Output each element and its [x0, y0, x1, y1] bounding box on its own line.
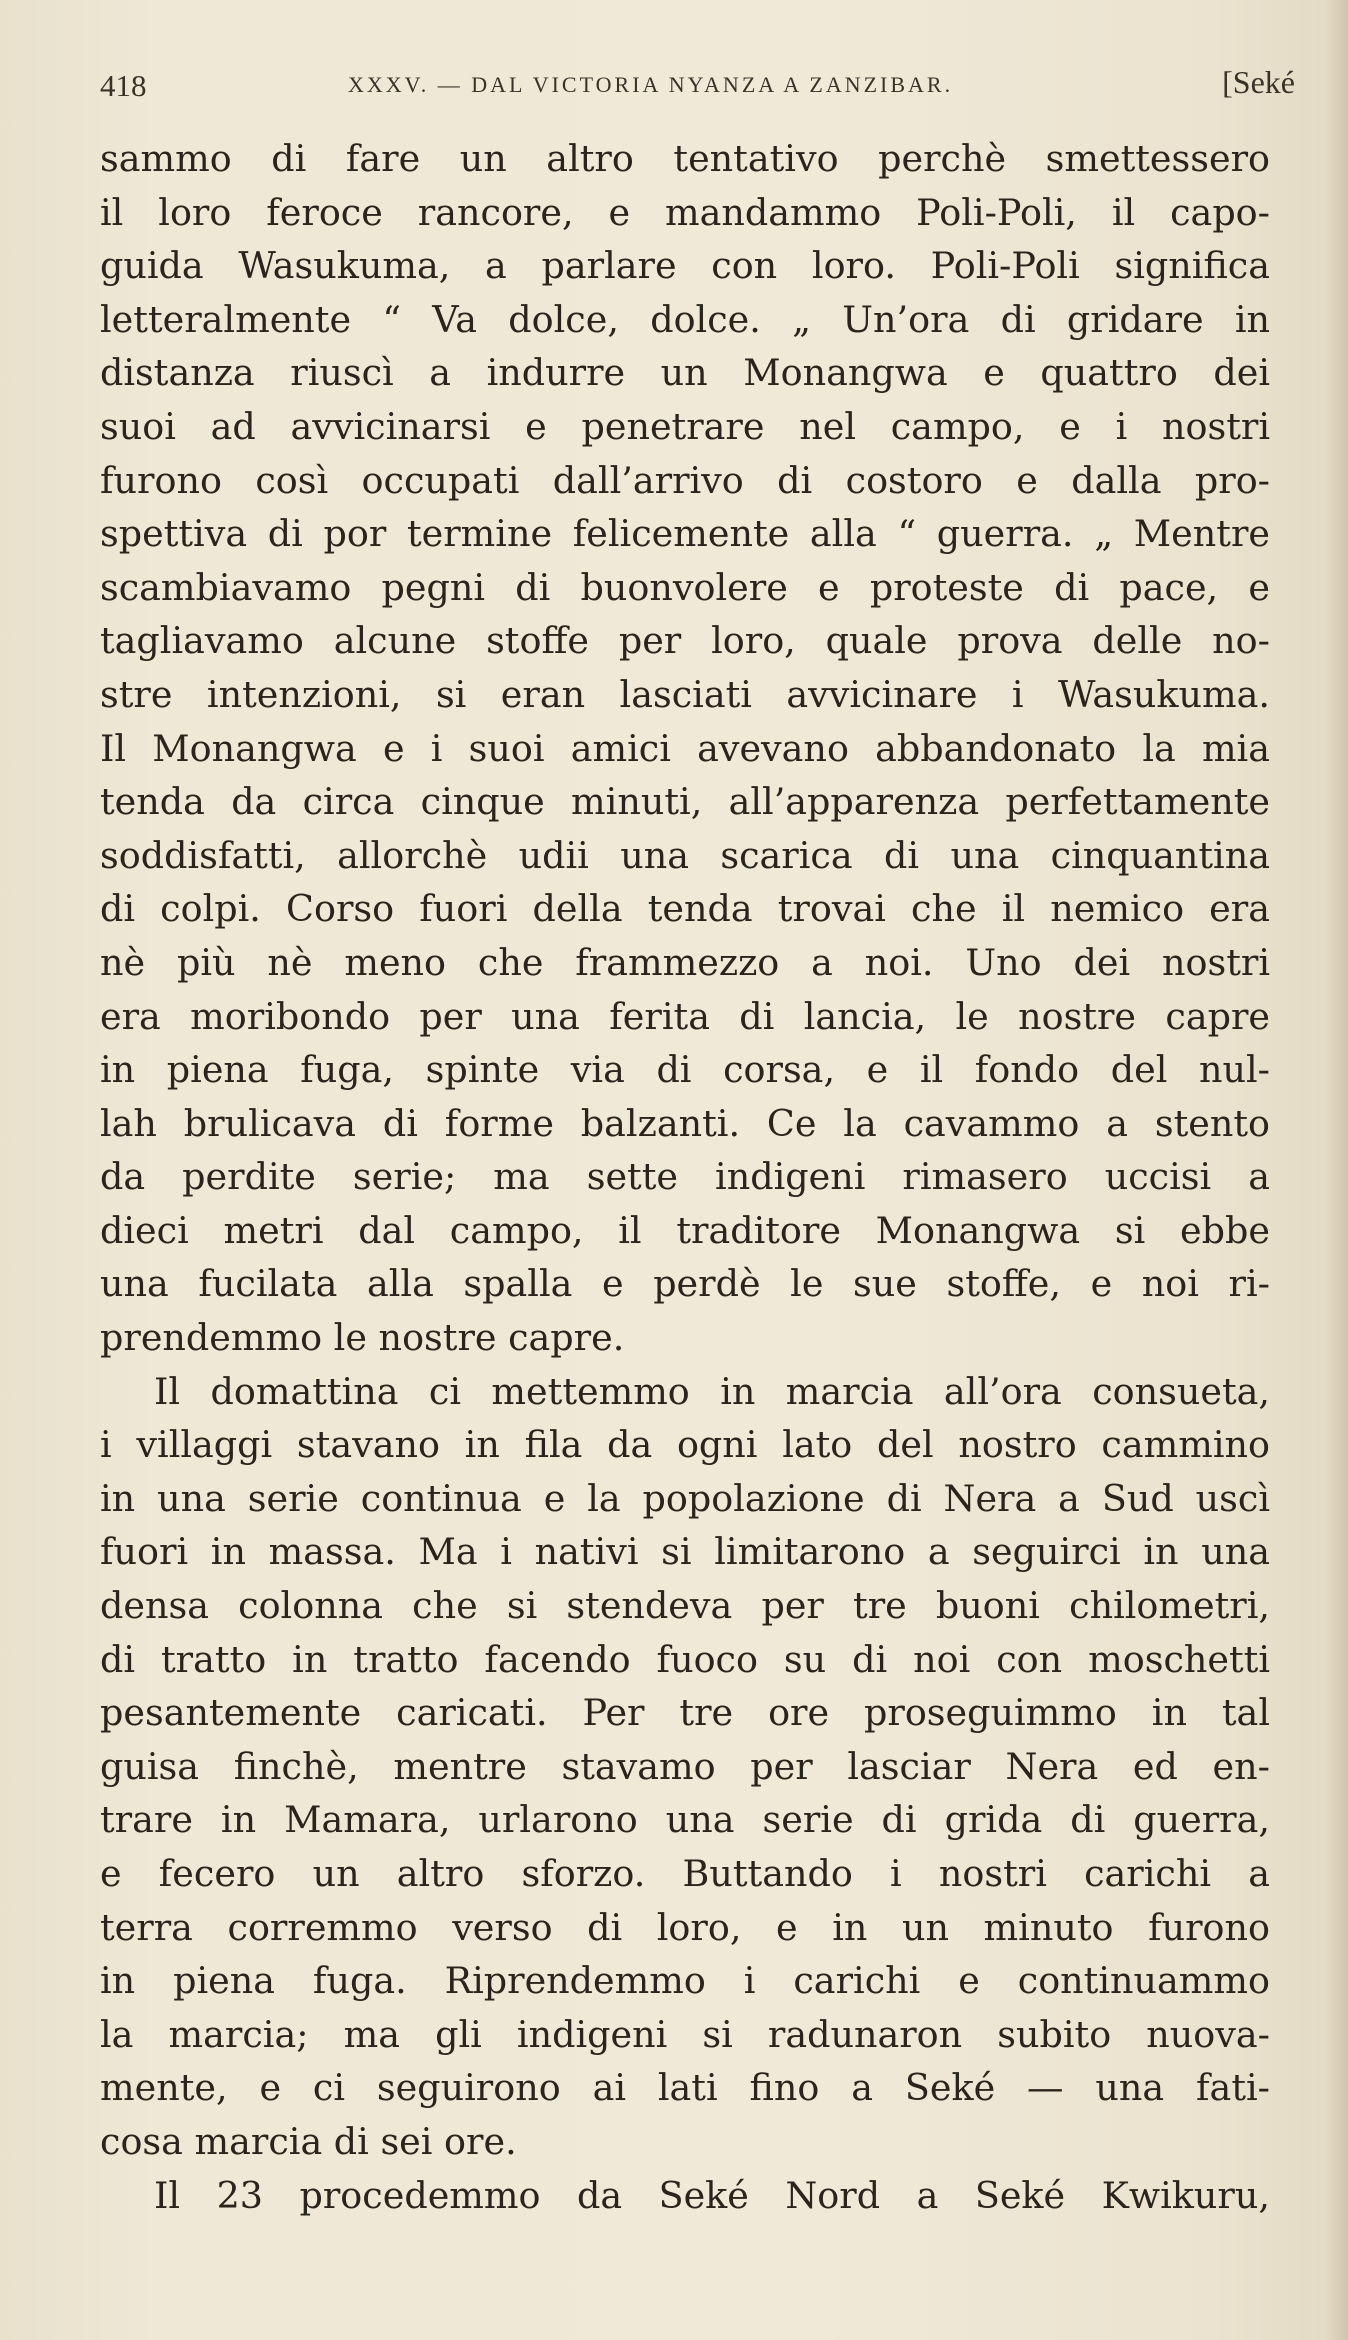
text-line: terra corremmo verso di loro, e in un minuto furono	[100, 1905, 1270, 1949]
paragraph-end-line: cosa marcia di sei ore.	[100, 2119, 517, 2163]
page-number: 418	[100, 68, 147, 103]
text-line: stre intenzioni, si eran lasciati avvicinare i Wasukuma.	[100, 672, 1270, 716]
text-line: sammo di fare un altro tentativo perchè smettessero	[100, 137, 1270, 180]
paragraph-start-line: Il 23 procedemmo da Seké Nord a Seké Kwikuru,	[154, 2173, 1270, 2217]
text-line: scambiavamo pegni di buonvolere e proteste di pace, e	[100, 565, 1270, 609]
text-line: in una serie continua e la popolazione di Nera a Sud uscì	[100, 1476, 1270, 1520]
section-marker: [Seké	[1222, 64, 1295, 100]
text-line: distanza riuscì a indurre un Monangwa e quattro dei	[100, 351, 1270, 395]
text-line: la marcia; ma gli indigeni si radunaron subito nuova-	[100, 2012, 1270, 2056]
text-line: da perdite serie; ma sette indigeni rimasero uccisi a	[100, 1155, 1270, 1199]
text-line: Il Monangwa e i suoi amici avevano abbandonato la mia	[100, 726, 1270, 770]
text-line: in piena fuga. Riprendemmo i carichi e continuammo	[100, 1959, 1270, 2003]
text-line: suoi ad avvicinarsi e penetrare nel campo, e i nostri	[100, 404, 1270, 448]
text-line: il loro feroce rancore, e mandammo Poli-Poli, il capo-	[100, 190, 1270, 234]
text-line: una fucilata alla spalla e perdè le sue stoffe, e noi ri-	[100, 1262, 1270, 1306]
text-line: trare in Mamara, urlarono una serie di grida di guerra,	[100, 1798, 1270, 1842]
text-line: lah brulicava di forme balzanti. Ce la cavammo a stento	[100, 1101, 1270, 1145]
text-line: fuori in massa. Ma i nativi si limitarono a seguirci in una	[100, 1530, 1270, 1574]
paragraph-end-line: prendemmo le nostre capre.	[100, 1316, 625, 1360]
text-line: soddisfatti, allorchè udii una scarica di una cinquantina	[100, 833, 1270, 877]
paragraph-start-line: Il domattina ci mettemmo in marcia all’ora consueta,	[154, 1369, 1270, 1413]
text-line: guisa finchè, mentre stavamo per lasciar Nera ed en-	[100, 1744, 1270, 1788]
text-line: dieci metri dal campo, il traditore Monangwa si ebbe	[100, 1208, 1270, 1252]
text-line: tenda da circa cinque minuti, all’apparenza perfettamente	[100, 780, 1270, 824]
text-line: densa colonna che si stendeva per tre buoni chilometri,	[100, 1584, 1270, 1628]
text-line: i villaggi stavano in fila da ogni lato del nostro cammino	[100, 1423, 1270, 1467]
running-title: XXXV. — DAL VICTORIA NYANZA A ZANZIBAR.	[348, 72, 954, 97]
text-line: furono così occupati dall’arrivo di costoro e dalla pro-	[100, 458, 1270, 502]
text-line: guida Wasukuma, a parlare con loro. Poli-Poli significa	[100, 244, 1270, 288]
text-line: pesantemente caricati. Per tre ore proseguimmo in tal	[100, 1691, 1270, 1735]
text-line: tagliavamo alcune stoffe per loro, quale prova delle no-	[100, 619, 1270, 663]
text-line: spettiva di por termine felicemente alla “ guerra. „ Mentre	[100, 512, 1270, 556]
text-line: di tratto in tratto facendo fuoco su di noi con moschetti	[100, 1637, 1270, 1681]
body-text	[100, 132, 1270, 2222]
text-line: in piena fuga, spinte via di corsa, e il fondo del nul-	[100, 1048, 1270, 1092]
text-line: di colpi. Corso fuori della tenda trovai che il nemico era	[100, 887, 1270, 931]
text-line: mente, e ci seguirono ai lati fino a Seké — una fati-	[100, 2066, 1270, 2110]
text-line: nè più nè meno che frammezzo a noi. Uno dei nostri	[100, 940, 1270, 984]
running-header	[100, 64, 1295, 110]
page-edge-shadow	[1326, 0, 1348, 2340]
text-line: e fecero un altro sforzo. Buttando i nostri carichi a	[100, 1852, 1270, 1895]
text-line: era moribondo per una ferita di lancia, le nostre capre	[100, 994, 1270, 1038]
text-line: letteralmente “ Va dolce, dolce. „ Un’ora di gridare in	[100, 297, 1270, 341]
